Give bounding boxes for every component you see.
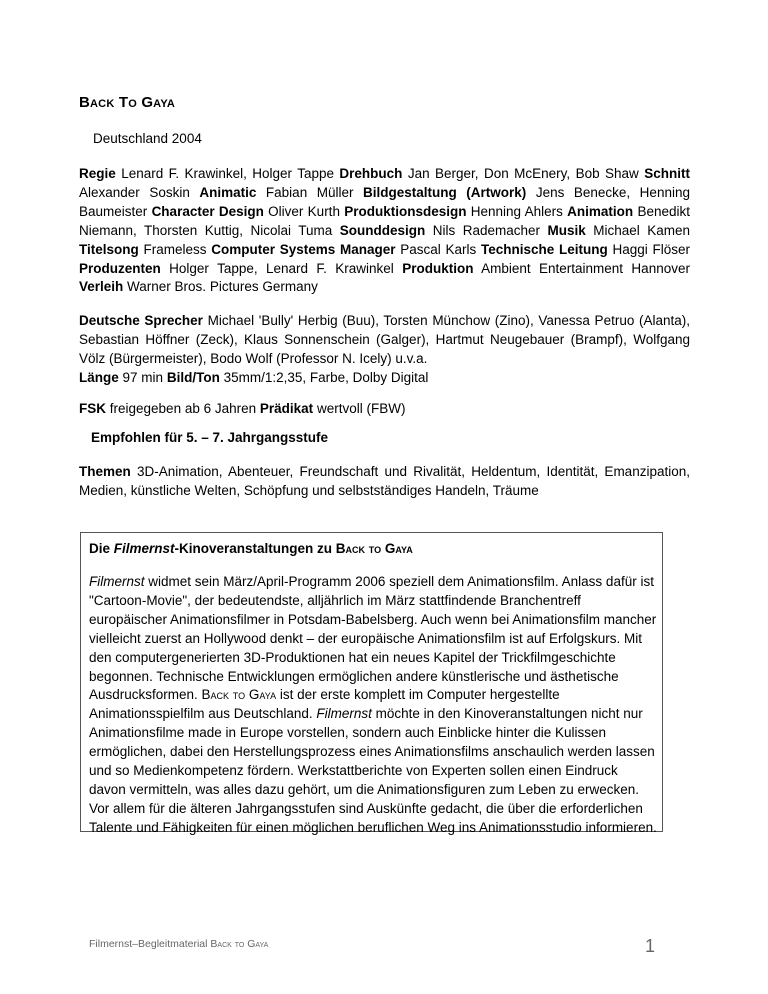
- rating-line: FSK freigegeben ab 6 Jahren Prädikat wertvoll (FBW): [79, 401, 406, 416]
- country-year: Deutschland 2004: [93, 131, 202, 146]
- info-box-heading: Die Filmernst-Kinoveranstaltungen zu Back to Gaya: [89, 541, 413, 556]
- credits-block: Regie Lenard F. Krawinkel, Holger Tappe Drehbuch Jan Berger, Don McEnery, Bob Shaw Schnitt Alexander Soskin Animatic Fabian Müller Bildgestaltung (Artwork) Jens Benecke, Henning Baumeister Character Design Oliver Kurth Produktionsdesign Henning Ahlers Animation Benedikt Niemann, Thorsten Kuttig, Nicolai Tuma Sounddesign Nils Rademacher Musik Michael Kamen Titelsong Frameless Computer Systems Manager Pascal Karls Technische Leitung Haggi Flöser Produzenten Holger Tappe, Lenard F. Krawinkel Produktion Ambient Entertainment Hannover Verleih Warner Bros. Pictures Germany: [79, 166, 690, 295]
- themes-block: Themen 3D-Animation, Abenteuer, Freundschaft und Rivalität, Heldentum, Identität, Emanzipation, Medien, künstliche Welten, Schöpfung und selbstständiges Handeln, Träume: [79, 464, 690, 498]
- page-number: 1: [645, 936, 656, 956]
- info-box: [80, 532, 663, 835]
- info-box-text: Filmernst widmet sein März/April-Programm 2006 speziell dem Animationsfilm. Anlass dafür ist "Cartoon-Movie", der bedeutendste, alljährlich im März stattfindende Branchentreff europäischer Animationsfilmer in Potsdam-Babelsberg. Auch wenn bei Animationsfilm mancher vielleicht zuerst an Hollywood denkt – der europäische Animationsfilm ist auf Erfolgskurs. Mit den computergenerierten 3D-Produktionen hat ein neues Kapitel der Trickfilmgeschichte begonnen. Technische Entwicklungen ermöglichen andere künstlerische und ästhetische Ausdrucksformen. Back to Gaya ist der erste komplett im Computer hergestellte Animationsspielfilm aus Deutschland. Filmernst möchte in den Kinoveranstaltungen nicht nur Animationsfilme made in Europe vorstellen, sondern auch Einblicke hinter die Kulissen ermöglichen, dabei den Herstellungsprozess eines Animationsfilms anschaulich werden lassen und so Medienkompetenz fördern. Werkstattberichte von Experten sollen einen Eindruck davon vermitteln, was alles dazu gehört, um die Animationsfiguren zum Leben zu erwecken. Vor allem für die älteren Jahrgangsstufen sind Auskünfte gedacht, die über die erforderlichen Talente und Fähigkeiten für einen möglichen beruflichen Weg ins Animationsstudio informieren.: [89, 574, 657, 835]
- page-footer: Filmernst–Begleitmaterial Back to Gaya: [89, 938, 269, 950]
- speakers-block: Deutsche Sprecher Michael 'Bully' Herbig (Buu), Torsten Münchow (Zino), Vanessa Petruo (Alanta), Sebastian Höffner (Zeck), Klaus Sonnenschein (Galger), Hartmut Neugebauer (Brampf), Wolfgang Völz (Bürgermeister), Bodo Wolf (Professor N. Icely) u.v.a. Länge 97 min Bild/Ton 35mm/1:2,35, Farbe, Dolby Digital: [79, 313, 690, 385]
- recommended-grade: Empfohlen für 5. – 7. Jahrgangsstufe: [91, 430, 329, 445]
- page-title: Back To Gaya: [79, 94, 175, 111]
